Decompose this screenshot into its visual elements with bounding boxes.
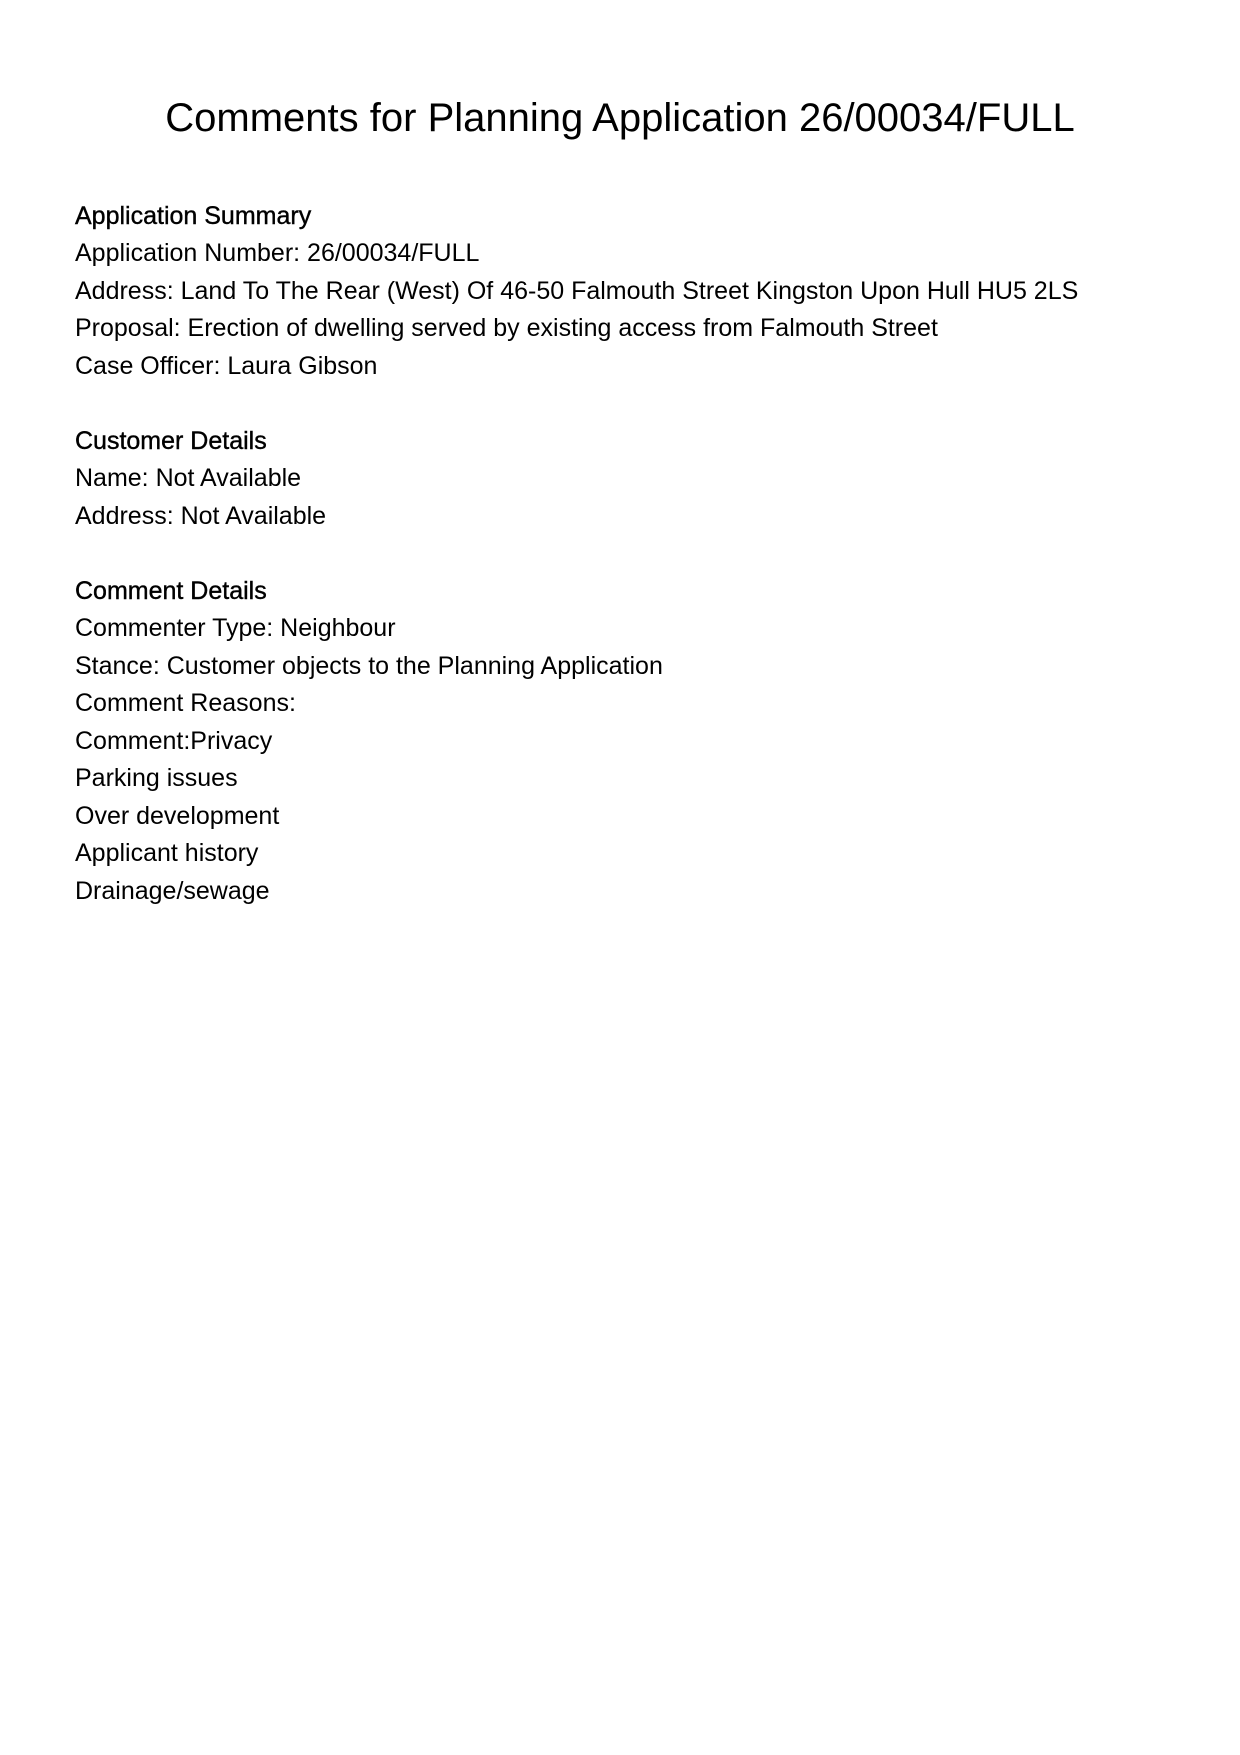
comment-details-heading: Comment Details xyxy=(75,577,267,605)
customer-address-line: Address: Not Available xyxy=(75,501,327,530)
comment-reason-item: Drainage/sewage xyxy=(75,876,270,905)
customer-details-section xyxy=(75,422,1195,535)
application-summary-section xyxy=(75,197,1195,385)
comment-reason-item: Parking issues xyxy=(75,764,238,792)
customer-name-line: Name: Not Available xyxy=(75,464,302,492)
stance-line: Stance: Customer objects to the Planning Application xyxy=(75,651,663,680)
proposal-line: Proposal: Erection of dwelling served by existing access from Falmouth Street xyxy=(75,314,938,342)
application-summary-heading: Application Summary xyxy=(75,202,312,230)
comment-line: Comment:Privacy xyxy=(75,726,273,755)
comment-reasons-line: Comment Reasons: xyxy=(75,689,296,717)
comment-reason-item: Applicant history xyxy=(75,839,259,867)
comment-details-section xyxy=(75,572,1195,910)
application-number-line: Application Number: 26/00034/FULL xyxy=(75,239,480,267)
application-address-line: Address: Land To The Rear (West) Of 46-50 Falmouth Street Kingston Upon Hull HU5 2LS xyxy=(75,276,1079,305)
customer-details-heading: Customer Details xyxy=(75,427,267,455)
comment-reason-item: Over development xyxy=(75,801,280,830)
commenter-type-line: Commenter Type: Neighbour xyxy=(75,614,396,642)
page-title: Comments for Planning Application 26/00034/FULL xyxy=(165,96,1075,140)
case-officer-line: Case Officer: Laura Gibson xyxy=(75,351,378,380)
